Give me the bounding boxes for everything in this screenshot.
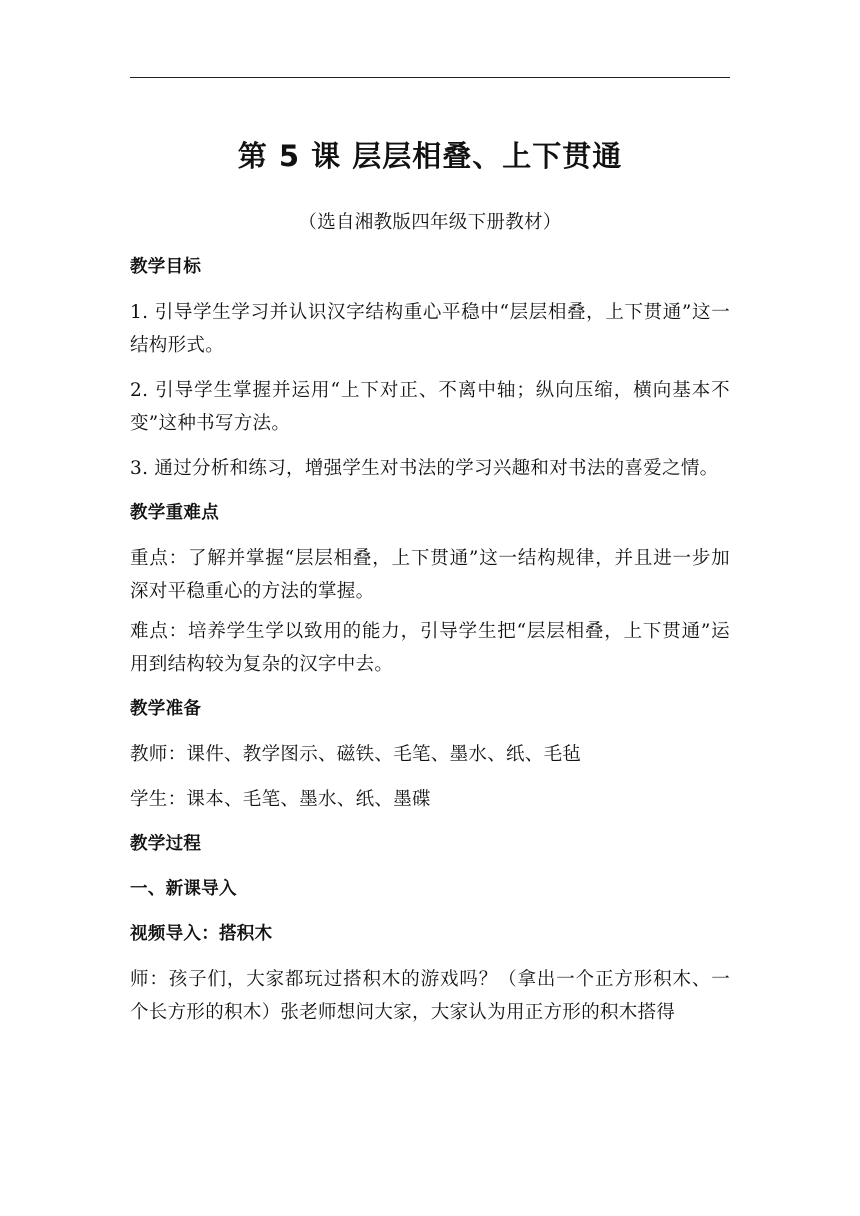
header-rule: [130, 77, 730, 78]
key-points-heading: 教学重难点: [130, 503, 219, 523]
lesson-source: （选自湘教版四年级下册教材）: [298, 212, 562, 233]
process-heading: 教学过程: [130, 834, 202, 854]
goal-item: 3. 通过分析和练习，增强学生对书法的学习兴趣和对书法的喜爱之情。: [130, 458, 719, 479]
prep-student: 学生：课本、毛笔、墨水、纸、墨碟: [130, 789, 431, 810]
prep-teacher: 教师：课件、教学图示、磁铁、毛笔、墨水、纸、毛毡: [130, 744, 582, 765]
document-body: [130, 128, 730, 1029]
key-point: 重点：了解并掌握“层层相叠，上下贯通”这一结构规律，并且进一步加深对平稳重心的方法的掌握。: [130, 548, 730, 602]
goal-item: 1. 引导学生学习并认识汉字结构重心平稳中“层层相叠，上下贯通”这一结构形式。: [130, 302, 730, 356]
lesson-title: 第 5 课 层层相叠、上下贯通: [237, 139, 623, 173]
step1-heading: 一、新课导入: [130, 879, 237, 899]
teacher-dialogue: 师：孩子们，大家都玩过搭积木的游戏吗？（拿出一个正方形积木、一个长方形的积木）张老师想问大家，大家认为用正方形的积木搭得: [130, 969, 730, 1023]
goal-item: 2. 引导学生掌握并运用“上下对正、不离中轴；纵向压缩，横向基本不变”这种书写方法。: [130, 380, 730, 434]
difficult-point: 难点：培养学生学以致用的能力，引导学生把“层层相叠，上下贯通”运用到结构较为复杂的汉字中去。: [130, 621, 730, 675]
goals-heading: 教学目标: [130, 257, 202, 277]
step1-subheading: 视频导入：搭积木: [130, 924, 273, 944]
prep-heading: 教学准备: [130, 699, 202, 719]
